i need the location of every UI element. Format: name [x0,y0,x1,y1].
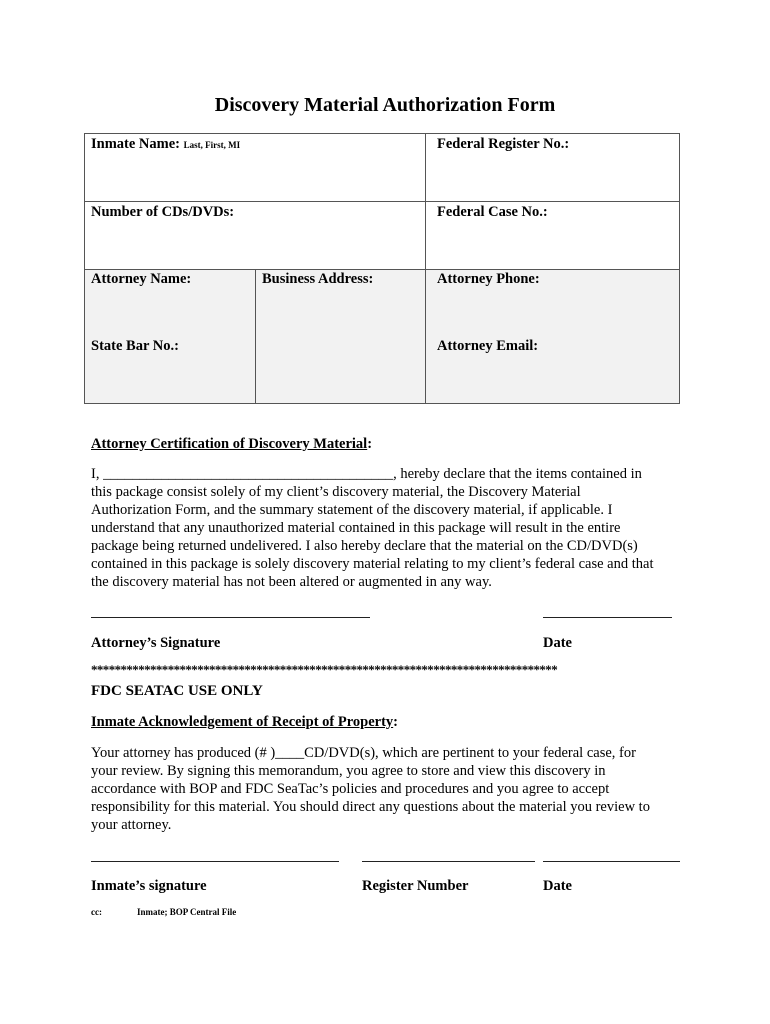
inmate-date-label: Date [543,878,572,894]
inmate-signature-line[interactable] [91,861,339,862]
attorney-date-line[interactable] [543,617,672,618]
paragraph-line: understand that any unauthorized material contained in this package will result in the entire [91,520,621,536]
acknowledgement-heading-text: Inmate Acknowledgement of Receipt of Property [91,714,394,730]
paragraph-line: Your attorney has produced (# )____CD/DVD(s), which are pertinent to your federal case, for [91,745,636,761]
inmate-name-label [91,136,240,153]
attorney-name-cell[interactable] [84,269,256,404]
inmate-name-text: Inmate Name: [91,136,180,152]
paragraph-line: the discovery material has not been altered or augmented in any way. [91,574,492,590]
paragraph-line: responsibility for this material. You should direct any questions about the material you review to [91,799,650,815]
acknowledgement-colon: : [393,714,399,730]
acknowledgement-heading [91,714,398,731]
federal-case-label: Federal Case No.: [437,204,548,220]
attorney-signature-label: Attorney’s Signature [91,635,221,651]
attorney-email-label: Attorney Email: [437,338,539,354]
register-number-label: Register Number [362,878,469,894]
certification-paragraph [91,465,653,591]
paragraph-line: accordance with BOP and FDC SeaTac’s policies and procedures and you agree to accept [91,781,610,797]
paragraph-line: your attorney. [91,817,172,833]
paragraph-line: I, ________________________________________, hereby declare that the items contained in [91,466,642,482]
cc-value: Inmate; BOP Central File [137,907,237,917]
paragraph-line: package being returned undelivered. I also hereby declare that the material on the CD/DVD(s) [91,538,638,554]
attorney-date-label: Date [543,635,572,651]
acknowledgement-paragraph [91,744,650,834]
num-cds-label: Number of CDs/DVDs: [91,204,235,220]
paragraph-line: contained in this package is solely discovery material relating to my client’s federal case and that [91,556,654,572]
business-address-cell[interactable] [255,269,426,404]
paragraph-line: your review. By signing this memorandum, you agree to store and view this discovery in [91,763,606,779]
attorney-signature-line[interactable] [91,617,370,618]
inmate-signature-label: Inmate’s signature [91,878,207,894]
register-number-line[interactable] [362,861,535,862]
business-address-label: Business Address: [262,271,374,287]
separator-asterisks: ******************************************************************************* [91,662,558,677]
cc-label: cc: [91,907,102,917]
certification-heading [91,436,372,453]
fdc-use-only-heading: FDC SEATAC USE ONLY [91,683,263,699]
certification-heading-text: Attorney Certification of Discovery Material [91,436,368,452]
attorney-name-label: Attorney Name: [91,271,192,287]
attorney-phone-cell[interactable] [425,269,680,404]
inmate-name-hint: Last, First, MI [183,140,241,150]
attorney-phone-label: Attorney Phone: [437,271,540,287]
page-title: Discovery Material Authorization Form [214,94,556,116]
state-bar-label: State Bar No.: [91,338,179,354]
paragraph-line: Authorization Form, and the summary statement of the discovery material, if applicable. I [91,502,613,518]
inmate-date-line[interactable] [543,861,680,862]
federal-register-label: Federal Register No.: [437,136,570,152]
paragraph-line: this package consist solely of my client’s discovery material, the Discovery Material [91,484,581,500]
certification-colon: : [367,436,373,452]
